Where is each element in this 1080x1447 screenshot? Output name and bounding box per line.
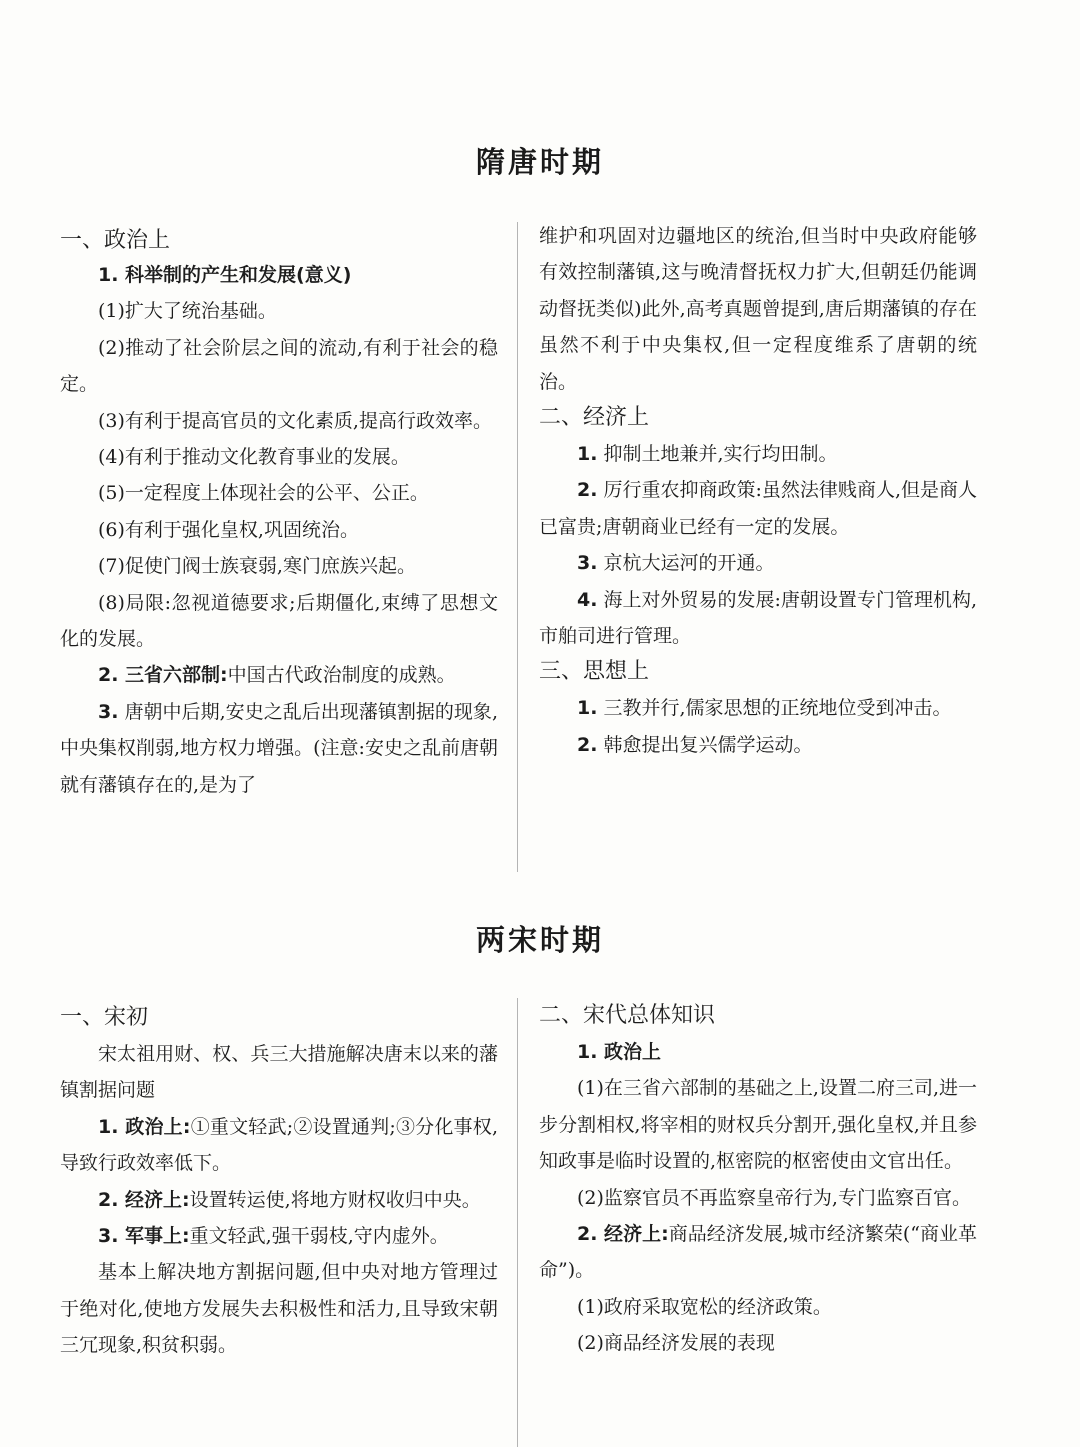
item-text: 京杭大运河的开通。: [597, 552, 775, 575]
heading-early-song: 一、宋初: [60, 1005, 149, 1030]
heading-thought: 三、思想上: [539, 659, 650, 685]
song-economy-text: 商品经济发展,城市经济繁荣(“商业革命”)。: [539, 1223, 977, 1282]
song-politics-item: (2)监察官员不再监察皇帝行为,专门监察百官。: [577, 1186, 971, 1209]
sui-tang-left-column: [60, 225, 498, 803]
fanzhen-text: 唐朝中后期,安史之乱后出现藩镇割据的现象,中央集权削弱,地方权力增强。(注意:安史之乱前唐朝就有藩镇存在的,是为了: [60, 700, 498, 796]
keju-item: (2)推动了社会阶层之间的流动,有利于社会的稳定。: [60, 336, 498, 396]
fanzhen-paragraph: [60, 694, 498, 803]
early-song-summary: 基本上解决地方割据问题,但中央对地方管理过于绝对化,使地方发展失去积极性和活力,且导致宋朝三冗现象,积贫积弱。: [60, 1261, 498, 1357]
item-number: 4.: [577, 588, 598, 611]
fanzhen-label: 3.: [98, 700, 119, 723]
measure-label: 1. 政治上:: [98, 1115, 191, 1138]
measure-text: ①重文轻武;②设置通判;③分化事权,导致行政效率低下。: [60, 1115, 499, 1175]
economy-item: [539, 582, 977, 655]
item-text: 厉行重农抑商政策:虽然法律贱商人,但是商人已富贵;唐朝商业已经有一定的发展。: [539, 479, 977, 538]
item-number: 1.: [577, 697, 598, 720]
sansheng-label: 2. 三省六部制:: [98, 664, 228, 687]
item-text: 韩愈提出复兴儒学运动。: [597, 733, 813, 756]
economy-item: [539, 545, 977, 581]
item-number: 3.: [577, 552, 598, 575]
song-economy-item: (2)商品经济发展的表现: [577, 1332, 775, 1355]
item-number: 2.: [577, 733, 598, 756]
song-left-column: [60, 1000, 498, 1364]
item-text: 抑制土地兼并,实行均田制。: [597, 443, 838, 466]
keju-item: (8)局限:忽视道德要求;后期僵化,束缚了思想文化的发展。: [60, 591, 498, 651]
keju-item: (6)有利于强化皇权,巩固统治。: [98, 518, 359, 541]
sansheng-paragraph: [60, 657, 498, 693]
keju-item: (1)扩大了统治基础。: [98, 300, 277, 323]
thought-item: [539, 727, 977, 763]
keju-item: (3)有利于提高官员的文化素质,提高行政效率。: [98, 409, 492, 432]
section-title-sui-tang: 隋唐时期: [475, 145, 604, 179]
measure-text: 重文轻武,强干弱枝,守内虚外。: [189, 1225, 449, 1248]
sui-tang-right-column: [539, 218, 977, 763]
keju-item: (7)促使门阀士族衰弱,寒门庶族兴起。: [98, 555, 416, 578]
measure-text: 设置转运使,将地方财权收归中央。: [189, 1188, 481, 1211]
measure-item: [60, 1182, 498, 1218]
song-economy-item: (1)政府采取宽松的经济政策。: [577, 1295, 832, 1318]
sansheng-text: 中国古代政治制度的成熟。: [227, 664, 456, 687]
keju-heading: 1. 科举制的产生和发展(意义): [98, 264, 352, 286]
economy-item: [539, 472, 977, 545]
economy-item: [539, 436, 977, 472]
heading-song-overview: 二、宋代总体知识: [539, 1003, 716, 1028]
item-text: 三教并行,儒家思想的正统地位受到冲击。: [597, 697, 952, 720]
fanzhen-continued: 维护和巩固对边疆地区的统治,但当时中央政府能够有效控制藩镇,这与晚清督抚权力扩大,但朝廷仍能调动督抚类似)此外,高考真题曾提到,唐后期藩镇的存在虽然不利于中央集权,但一定程度维系了唐朝的统治。: [539, 225, 977, 393]
song-economy-label: 2. 经济上:: [577, 1223, 669, 1246]
item-number: 2.: [577, 479, 598, 502]
song-right-column: [539, 998, 977, 1362]
keju-item: (5)一定程度上体现社会的公平、公正。: [98, 482, 429, 505]
item-number: 1.: [577, 443, 598, 466]
measure-label: 3. 军事上:: [98, 1225, 190, 1248]
column-divider: [517, 222, 518, 872]
section-title-song: 两宋时期: [475, 923, 604, 957]
heading-economy: 二、经济上: [539, 405, 650, 431]
song-politics-heading: 1. 政治上: [577, 1041, 662, 1063]
keju-item: (4)有利于推动文化教育事业的发展。: [98, 446, 410, 469]
measure-label: 2. 经济上:: [98, 1188, 190, 1211]
heading-politics: 一、政治上: [60, 228, 171, 253]
measure-item: [60, 1109, 498, 1182]
item-text: 海上对外贸易的发展:唐朝设置专门管理机构,市舶司进行管理。: [539, 588, 977, 648]
thought-item: [539, 690, 977, 726]
early-song-intro: 宋太祖用财、权、兵三大措施解决唐末以来的藩镇割据问题: [60, 1043, 498, 1102]
column-divider: [517, 998, 518, 1447]
song-economy-paragraph: [539, 1216, 977, 1289]
song-politics-item: (1)在三省六部制的基础之上,设置二府三司,进一步分割相权,将宰相的财权兵分割开,强化皇权,并且参知政事是临时设置的,枢密院的枢密使由文官出任。: [539, 1077, 977, 1173]
measure-item: [60, 1218, 498, 1254]
